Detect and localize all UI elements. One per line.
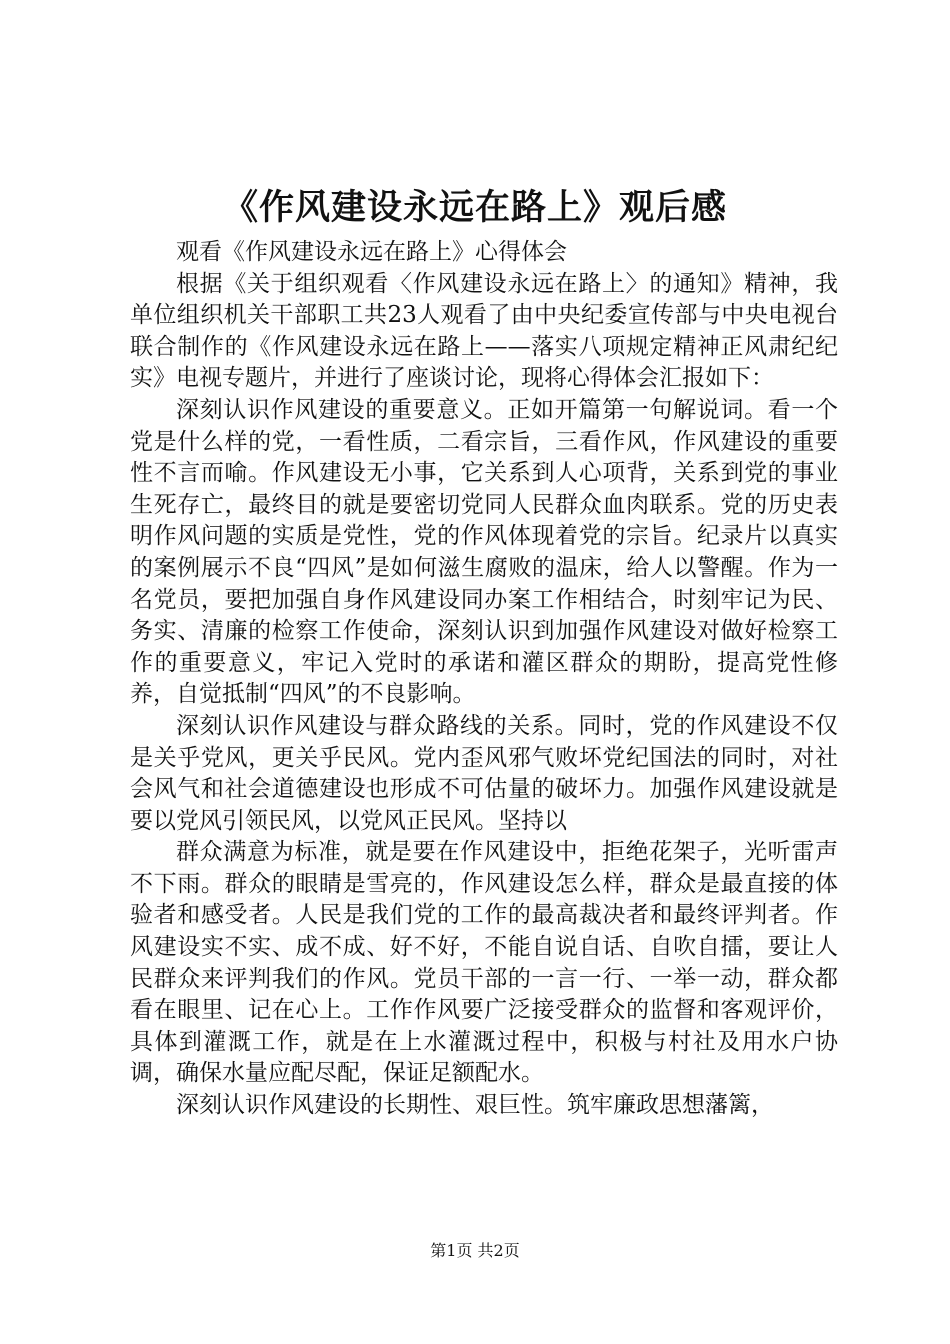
paragraph-subtitle: 观看《作风建设永远在路上》心得体会 [176, 239, 567, 265]
page-number-footer: 第1页 共2页 [430, 1241, 520, 1260]
paragraph-satisfaction: 群众满意为标准，就是要在作风建设中，拒绝花架子，光听雷声不下雨。群众的眼睛是雪亮的，作风建设怎么样，群众是最直接的体验者和感受者。人民是我们党的工作的最高裁决者和最终评判者。作风建设实不实、成不成、好不好，不能自说自话、自吹自擂，要让人民群众来评判我们的作风。党员干部的一言一行、一举一动，群众都看在眼里、记在心上。工作作风要广泛接受群众的监督和客观评价，具体到灌溉工作，就是在上水灌溉过程中，积极与村社及用水户协调，确保水量应配尽配，保证足额配水。 [130, 839, 838, 1087]
document-body [130, 237, 838, 1122]
paragraph-significance: 深刻认识作风建设的重要意义。正如开篇第一句解说词。看一个党是什么样的党，一看性质，二看宗旨，三看作风，作风建设的重要性不言而喻。作风建设无小事，它关系到人心项背，关系到党的事业生死存亡，最终目的就是要密切党同人民群众血肉联系。党的历史表明作风问题的实质是党性，党的作风体现着党的宗旨。纪录片以真实的案例展示不良“四风”是如何滋生腐败的温床，给人以警醒。作为一名党员，要把加强自身作风建设同办案工作相结合，时刻牢记为民、务实、清廉的检察工作使命，深刻认识到加强作风建设对做好检察工作的重要意义，牢记入党时的承诺和灌区群众的期盼，提高党性修养，自觉抵制“四风”的不良影响。 [130, 396, 838, 708]
paragraph-long-term: 深刻认识作风建设的长期性、艰巨性。筑牢廉政思想藩篱， [176, 1092, 774, 1119]
document-title: 《作风建设永远在路上》观后感 [222, 187, 727, 228]
paragraph-mass-line: 深刻认识作风建设与群众路线的关系。同时，党的作风建设不仅是关乎党风，更关乎民风。党内歪风邪气败坏党纪国法的同时，对社会风气和社会道德建设也形成不可估量的破坏力。加强作风建设就是要以党风引领民风，以党风正民风。坚持以 [130, 712, 838, 834]
paragraph-intro: 根据《关于组织观看〈作风建设永远在路上〉的通知》精神，我单位组织机关干部职工共23人观看了由中央纪委宣传部与中央电视台联合制作的《作风建设永远在路上——落实八项规定精神正风肃纪纪实》电视专题片，并进行了座谈讨论，现将心得体会汇报如下： [130, 270, 838, 392]
